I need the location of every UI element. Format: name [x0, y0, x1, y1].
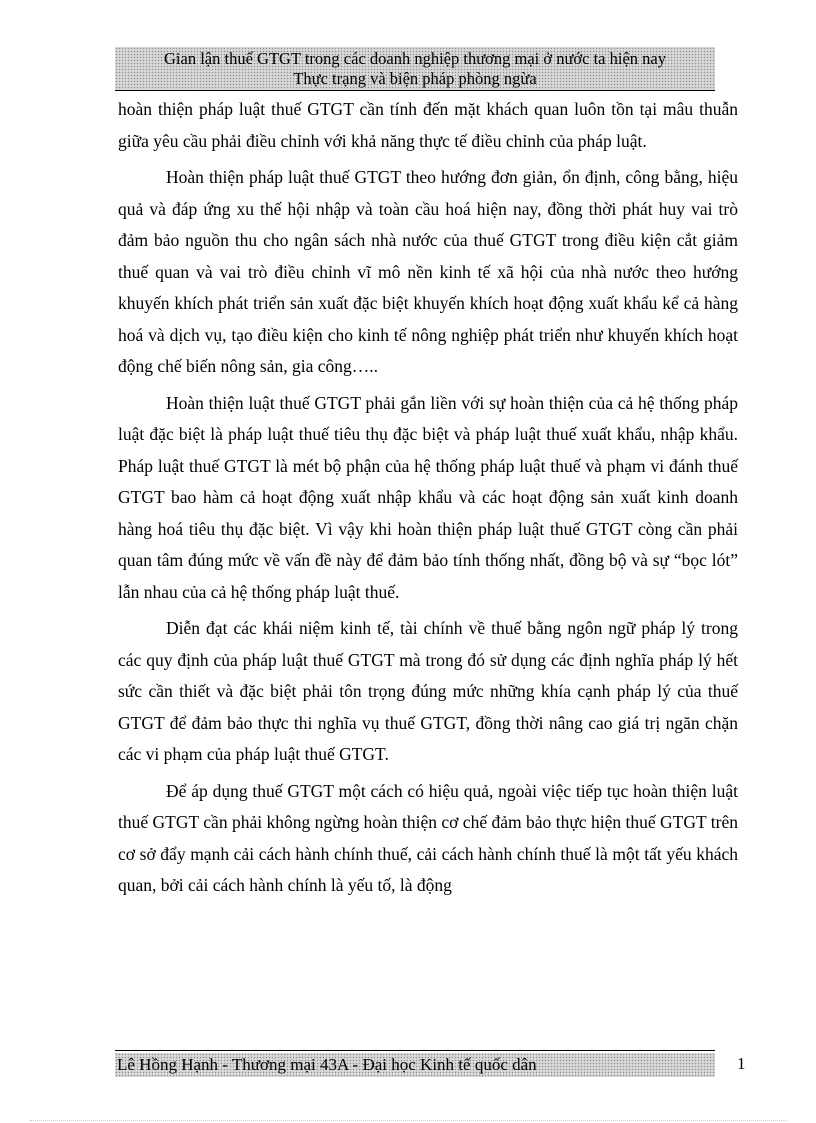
- page-number: 1: [737, 1054, 746, 1073]
- footer-rule: [115, 1050, 715, 1051]
- paragraph: Hoàn thiện luật thuế GTGT phải gắn liền với sự hoàn thiện của cả hệ thống pháp luật đặc biệt là pháp luật thuế tiêu thụ đặc biệt và pháp luật thuế xuất khẩu, nhập khẩu. Pháp luật thuế GTGT là mét bộ phận của hệ thống pháp luật thuế và phạm vi đánh thuế GTGT bao hàm cả hoạt động xuất nhập khẩu và các hoạt động sản xuất kinh doanh hàng hoá tiêu thụ đặc biệt. Vì vậy khi hoàn thiện pháp luật thuế GTGT còng cần phải quan tâm đúng mức về vấn đề này để đảm bảo tính thống nhất, đồng bộ và sự “bọc lót” lẫn nhau của cả hệ thống pháp luật thuế.: [118, 392, 738, 602]
- header-title-line-2: Thực trạng và biện pháp phòng ngừa: [293, 69, 537, 88]
- page-bottom-edge: [30, 1120, 786, 1121]
- running-footer: [115, 1053, 715, 1077]
- running-header: [115, 47, 715, 91]
- document-body: [118, 94, 738, 907]
- paragraph: Để áp dụng thuế GTGT một cách có hiệu quả, ngoài việc tiếp tục hoàn thiện luật thuế GTGT cần phải không ngừng hoàn thiện cơ chế đảm bảo thực hiện thuế GTGT trên cơ sở đẩy mạnh cải cách hành chính thuế, cải cách hành chính thuế là một tất yếu khách quan, bởi cải cách hành chính là yếu tố, là động: [118, 780, 738, 895]
- paragraph: Diễn đạt các khái niệm kinh tế, tài chính về thuế bằng ngôn ngữ pháp lý trong các quy định của pháp luật thuế GTGT mà trong đó sử dụng các định nghĩa pháp lý hết sức cần thiết và đặc biệt phải tôn trọng đúng mức những khía cạnh pháp lý của thuế GTGT để đảm bảo thực thi nghĩa vụ thuế GTGT, đồng thời nâng cao giá trị ngăn chặn các vi phạm của pháp luật thuế GTGT.: [118, 618, 738, 764]
- paragraph-continued: hoàn thiện pháp luật thuế GTGT cần tính đến mặt khách quan luôn tồn tại mâu thuẫn giữa yêu cầu phải điều chỉnh với khả năng thực tế điều chỉnh của pháp luật.: [118, 99, 738, 151]
- footer-author-line: Lê Hồng Hạnh - Thương mại 43A - Đại học Kinh tế quốc dân: [117, 1055, 537, 1074]
- header-title-line-1: Gian lận thuế GTGT trong các doanh nghiệp thương mại ở nước ta hiện nay: [164, 49, 666, 68]
- paragraph: Hoàn thiện pháp luật thuế GTGT theo hướng đơn giản, ổn định, công bằng, hiệu quả và đáp ứng xu thế hội nhập và toàn cầu hoá hiện nay, đồng thời phát huy vai trò đảm bảo nguồn thu cho ngân sách nhà nước của thuế GTGT trong điều kiện cắt giảm thuế quan và vai trò điều chỉnh vĩ mô nền kinh tế xã hội của nhà nước theo hướng khuyến khích phát triển sản xuất đặc biệt khuyến khích hoạt động xuất khẩu kể cả hàng hoá và dịch vụ, tạo điều kiện cho kinh tế nông nghiệp phát triển như khuyến khích hoạt động chế biến nông sản, gia công…..: [118, 167, 738, 376]
